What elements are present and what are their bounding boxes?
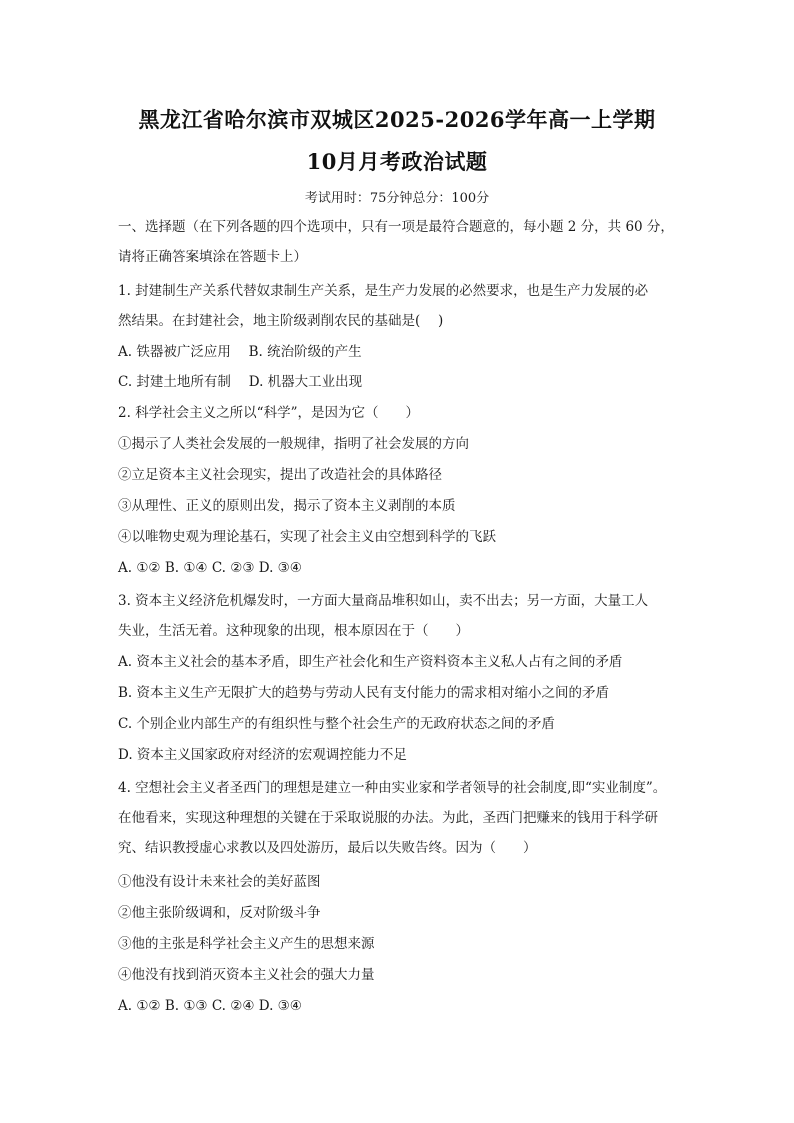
q4-item1: ①他没有设计未来社会的美好蓝图 (118, 874, 321, 890)
q4-item4: ④他没有找到消灭资本主义社会的强大力量 (118, 967, 375, 983)
exam-title-line1: 黑龙江省哈尔滨市双城区2025-2026学年高一上学期 (138, 107, 656, 132)
q3-option-c: C. 个别企业内部生产的有组织性与整个社会生产的无政府状态之间的矛盾 (118, 716, 555, 732)
q2-item4: ④以唯物史观为理论基石，实现了社会主义由空想到科学的飞跃 (118, 529, 496, 545)
q4-stem-line1: 4. 空想社会主义者圣西门的理想是建立一种由实业家和学者领导的社会制度,即“实业制度”。 (118, 780, 667, 796)
q2-item3: ③从理性、正义的原则出发，揭示了资本主义剥削的本质 (118, 498, 456, 514)
q2-stem: 2. 科学社会主义之所以“科学”，是因为它（ ） (118, 405, 419, 421)
q4-options: A. ①② B. ①③ C. ②④ D. ③④ (118, 998, 302, 1014)
q4-stem-line2: 在他看来，实现这种理想的关键在于采取说服的办法。为此，圣西门把赚来的钱用于科学研 (118, 810, 658, 826)
q1-stem-line1: 1. 封建制生产关系代替奴隶制生产关系，是生产力发展的必然要求，也是生产力发展的必 (118, 283, 649, 299)
q3-option-a: A. 资本主义社会的基本矛盾，即生产社会化和生产资料资本主义私人占有之间的矛盾 (118, 654, 623, 670)
section-heading-line1: 一、选择题（在下列各题的四个选项中，只有一项是最符合题意的，每小题 2 分，共 60 分， (118, 219, 674, 235)
q2-item2: ②立足资本主义社会现实，提出了改造社会的具体路径 (118, 467, 442, 483)
q1-options-line2: C. 封建土地所有制 D. 机器大工业出现 (118, 374, 363, 390)
q3-option-d: D. 资本主义国家政府对经济的宏观调控能力不足 (118, 747, 407, 763)
q3-stem-line1: 3. 资本主义经济危机爆发时，一方面大量商品堆积如山，卖不出去；另一方面，大量工人 (118, 593, 649, 609)
q2-options: A. ①② B. ①④ C. ②③ D. ③④ (118, 560, 302, 576)
section-heading-line2: 请将正确答案填涂在答题卡上） (118, 249, 307, 265)
q3-option-b: B. 资本主义生产无限扩大的趋势与劳动人民有支付能力的需求相对缩小之间的矛盾 (118, 685, 610, 701)
q3-stem-line2: 失业，生活无着。这种现象的出现，根本原因在于（ ） (118, 623, 469, 639)
exam-title-line2: 10月月考政治试题 (306, 149, 488, 174)
q4-stem-line3: 究、结识教授虚心求教以及四处游历，最后以失败告终。因为（ ） (118, 840, 537, 856)
exam-info: 考试用时：75分钟总分：100分 (304, 191, 490, 206)
q2-item1: ①揭示了人类社会发展的一般规律，指明了社会发展的方向 (118, 436, 469, 452)
q1-stem-line2: 然结果。在封建社会，地主阶级剥削农民的基础是( ) (118, 313, 444, 329)
q4-item3: ③他的主张是科学社会主义产生的思想来源 (118, 936, 375, 952)
q1-options-line1: A. 铁器被广泛应用 B. 统治阶级的产生 (118, 344, 362, 360)
q4-item2: ②他主张阶级调和，反对阶级斗争 (118, 905, 321, 921)
